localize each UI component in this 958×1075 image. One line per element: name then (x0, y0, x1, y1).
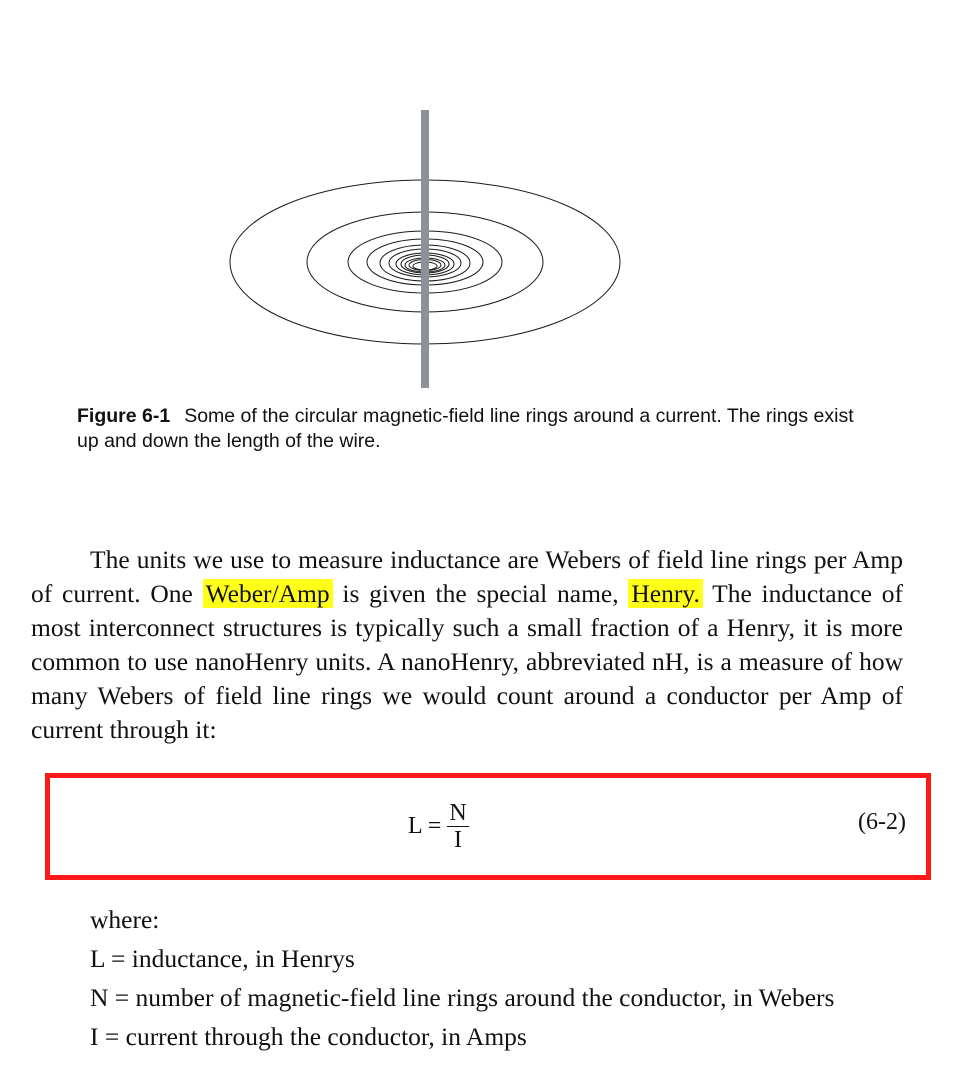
equation (408, 796, 469, 856)
paragraph-text-3: The inductance of most interconnect structures is typically such a small fraction of a Henry, it is more common to use nanoHenry units. A nanoHenry, abbreviated nH, is a measure of how many Webers of field line rings we would count around a conductor per Amp of current through it: (31, 579, 903, 744)
figure-illustration (0, 0, 958, 400)
equation-number: (6-2) (858, 809, 906, 835)
definitions-list (90, 900, 834, 1056)
definitions-where: where: (90, 905, 160, 934)
body-paragraph (31, 543, 903, 747)
definition-item: N = number of magnetic-field line rings around the conductor, in Webers (90, 983, 835, 1012)
highlight-weber-amp: Weber/Amp (203, 579, 333, 608)
definition-item: L = inductance, in Henrys (90, 944, 355, 973)
paragraph-text-1: The units we use to measure inductance are Webers of field line rings per Amp of current. One (31, 545, 903, 608)
equation-highlight-box (45, 773, 931, 880)
paragraph-text-2: is given the special name, (332, 579, 629, 608)
figure-caption-text: Some of the circular magnetic-field line rings around a current. The rings exist up and down the length of the wire. (77, 405, 854, 452)
current-wire (421, 110, 429, 388)
equation-denominator: I (453, 826, 462, 853)
definition-item: I = current through the conductor, in Amps (90, 1022, 527, 1051)
figure-label: Figure 6-1 (77, 405, 171, 427)
equation-lhs: L = (408, 812, 442, 839)
equation-numerator: N (449, 799, 467, 826)
magnetic-field-rings-diagram (0, 0, 958, 400)
highlight-henry: Henry. (628, 579, 702, 608)
figure-caption (77, 404, 867, 454)
equation-fraction (447, 800, 468, 853)
